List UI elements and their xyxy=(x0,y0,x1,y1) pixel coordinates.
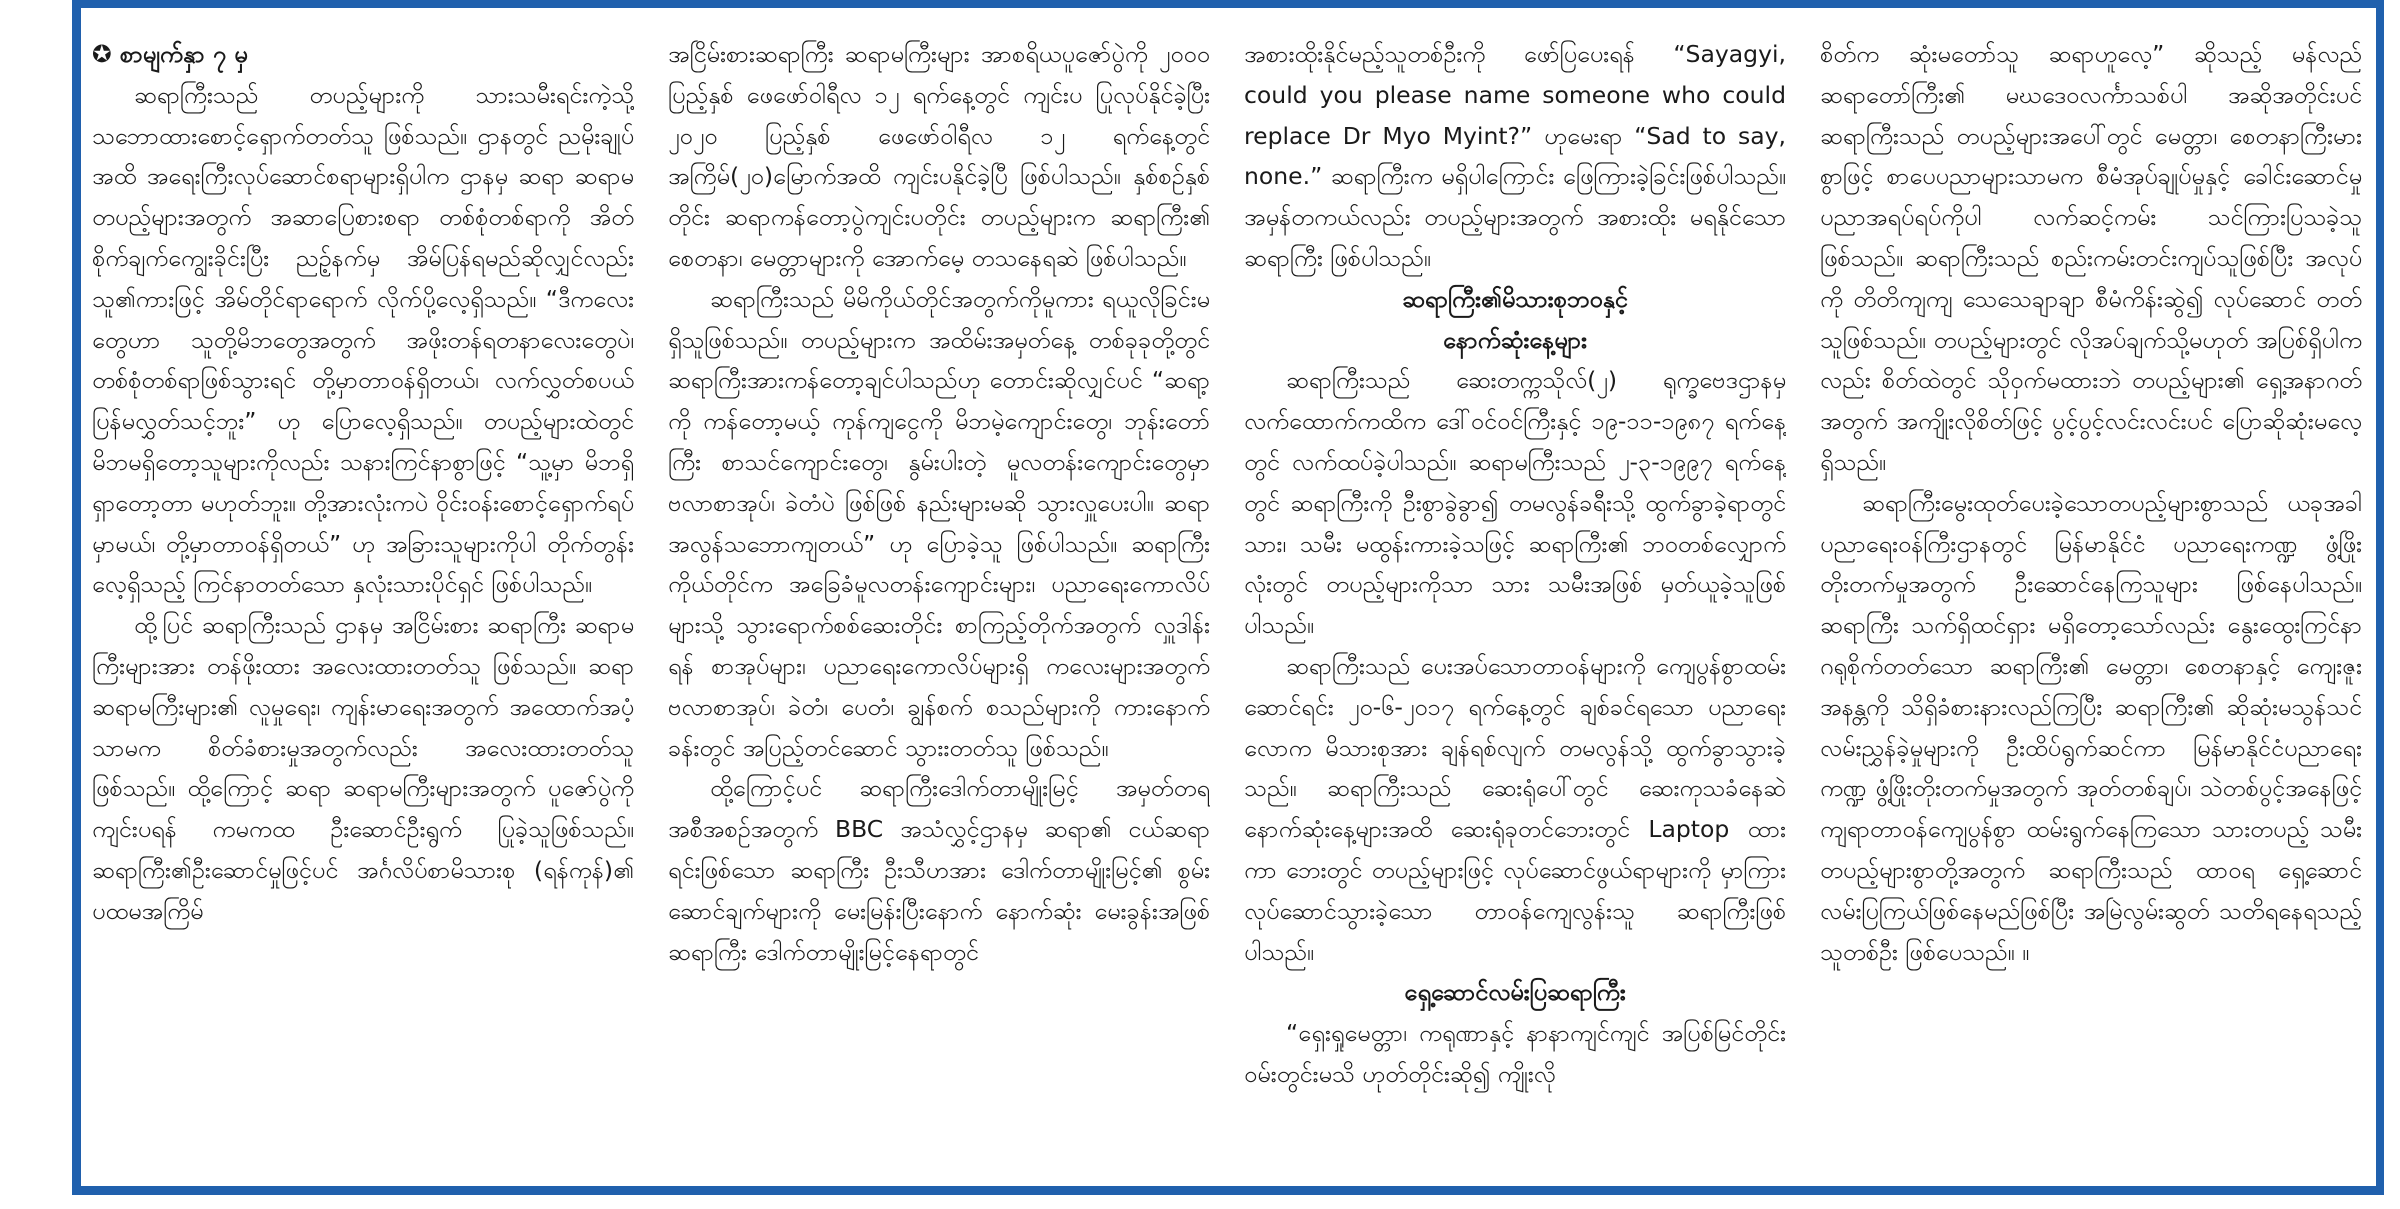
article-columns xyxy=(92,34,2362,1174)
section-heading-family xyxy=(1244,279,1786,361)
paragraph: ထို့ကြောင့်ပင် ဆရာကြီးဒေါက်တာမျိုးမြင့် အမှတ်တရ အစီအစဉ်အတွက် BBC အသံလွှင့်ဌာနမှ ဆရာ၏ ငယ်ဆရာ ရင်းဖြစ်သော ဆရာကြီး ဦးသီဟအား ဒေါက်တာမျိုးမြင့်၏ စွမ်းဆောင်ချက်များကို မေးမြန်းပြီးနောက် နောက်ဆုံး မေးခွန်းအဖြစ် ဆရာကြီး ဒေါက်တာမျိုးမြင့်နေရာတွင် xyxy=(668,774,1210,966)
column-3 xyxy=(1244,34,1786,1174)
heading-line: နောက်ဆုံးနေ့များ xyxy=(1443,325,1587,354)
top-border-rule xyxy=(72,0,2384,8)
heading-line: ဆရာကြီး၏မိသားစုဘဝနှင့် xyxy=(1402,284,1628,313)
paragraph: ဆရာကြီးသည် ပေးအပ်သောတာဝန်များကို ကျေပွန်စွာထမ်းဆောင်ရင်း ၂၀-၆-၂၀၁၇ ရက်နေ့တွင် ချစ်ခင်ရသော ပညာရေးလောက မိသားစုအား ချန်ရစ်လျက် တမလွန်သို့ ထွက်ခွာသွားခဲ့သည်။ ဆရာကြီးသည် ဆေးရုံပေါ်တွင် ဆေးကုသခံနေဆဲ နောက်ဆုံးနေ့များအထိ ဆေးရုံခုတင်ဘေးတွင် Laptop ထားကာ ဘေးတွင် တပည့်များဖြင့် လုပ်ဆောင်ဖွယ်ရာများကို မှာကြားလုပ်ဆောင်သွားခဲ့သော တာဝန်ကျေလွန်းသူ ဆရာကြီးဖြစ်ပါသည်။ xyxy=(1244,651,1786,966)
paragraph: “ရှေးရှုမေတ္တာ၊ ကရုဏာနှင့် နာနာကျင်ကျင် အပြစ်မြင်တိုင်း ဝမ်းတွင်းမသိ ဟုတ်တိုင်းဆို၍ ကျိုးလို xyxy=(1244,1019,1786,1088)
paragraph: အစားထိုးနိုင်မည့်သူတစ်ဦးကို ဖော်ပြပေးရန် “Sayagyi, could you please name someone who could replace Dr Myo Myint?” ဟုမေးရာ “Sad to say, none.” ဆရာကြီးက မရှိပါကြောင်း ဖြေကြားခဲ့ခြင်းဖြစ်ပါသည်။ အမှန်တကယ်လည်း တပည့်များအတွက် အစားထိုး မရနိုင်သော ဆရာကြီး ဖြစ်ပါသည်။ xyxy=(1244,40,1786,272)
paragraph: ဆရာကြီးမွေးထုတ်ပေးခဲ့သောတပည့်များစွာသည် ယခုအခါ ပညာရေးဝန်ကြီးဌာနတွင် မြန်မာနိုင်ငံ ပညာရေးကဏ္ဍ ဖွံ့ဖြိုးတိုးတက်မှုအတွက် ဦးဆောင်နေကြသူများ ဖြစ်နေပါသည်။ ဆရာကြီး သက်ရှိထင်ရှား မရှိတော့သော်လည်း နွေးထွေးကြင်နာ ဂရုစိုက်တတ်သော ဆရာကြီး၏ မေတ္တာ၊ စေတနာနှင့် ကျေးဇူးအနန္တကို သိရှိခံစားနားလည်ကြပြီး ဆရာကြီး၏ ဆိုဆုံးမသွန်သင်လမ်းညွှန်ခဲ့မှုများကို ဦးထိပ်ရွက်ဆင်ကာ မြန်မာနိုင်ငံပညာရေးကဏ္ဍ ဖွံ့ဖြိုးတိုးတက်မှုအတွက် အုတ်တစ်ချပ်၊ သဲတစ်ပွင့်အနေဖြင့် ကျရာတာဝန်ကျေပွန်စွာ ထမ်းရွက်နေကြသော သားတပည့် သမီးတပည့်များစွာတို့အတွက် ဆရာကြီးသည် ထာဝရ ရှေ့ဆောင် လမ်းပြကြယ်ဖြစ်နေမည်ဖြစ်ပြီး အမြဲလွမ်းဆွတ် သတိရနေရသည့် သူတစ်ဦး ဖြစ်ပေသည်။ ။ xyxy=(1820,488,2362,966)
paragraph: ဆရာကြီးသည် ဆေးတက္ကသိုလ်(၂) ရုက္ခဗေဒဌာနမှ လက်ထောက်ကထိက ဒေါ်ဝင်ဝင်ကြီးနှင့် ၁၉-၁၁-၁၉၈၇ ရက်နေ့တွင် လက်ထပ်ခဲ့ပါသည်။ ဆရာမကြီးသည် ၂-၃-၁၉၉၇ ရက်နေ့တွင် ဆရာကြီးကို ဦးစွာခွဲခွာ၍ တမလွန်ခရီးသို့ ထွက်ခွာခဲ့ရာတွင် သား၊ သမီး မထွန်းကားခဲ့သဖြင့် ဆရာကြီး၏ ဘဝတစ်လျှောက်လုံးတွင် တပည့်များကိုသာ သား သမီးအဖြစ် မှတ်ယူခဲ့သူဖြစ်ပါသည်။ xyxy=(1244,366,1786,640)
continued-from-kicker: ✪ စာမျက်နှာ ၇ မှ xyxy=(92,40,248,68)
column-1 xyxy=(92,34,634,1174)
paragraph: အငြိမ်းစားဆရာကြီး ဆရာမကြီးများ အာစရိယပူဇော်ပွဲကို ၂၀၀၀ ပြည့်နှစ် ဖေဖော်ဝါရီလ ၁၂ ရက်နေ့တွင် ကျင်းပ ပြုလုပ်နိုင်ခဲ့ပြီး ၂၀၂၀ ပြည့်နှစ် ဖေဖော်ဝါရီလ ၁၂ ရက်နေ့တွင် အကြိမ်(၂၀)မြောက်အထိ ကျင်းပနိုင်ခဲ့ပြီ ဖြစ်ပါသည်။ နှစ်စဉ်နှစ်တိုင်း ဆရာကန်တော့ပွဲကျင်းပတိုင်း တပည့်များက ဆရာကြီး၏ စေတနာ၊ မေတ္တာများကို အောက်မေ့ တသနေရဆဲ ဖြစ်ပါသည်။ xyxy=(668,40,1210,272)
column-2 xyxy=(668,34,1210,1174)
paragraph: ဆရာကြီးသည် တပည့်များကို သားသမီးရင်းကဲ့သို့ သဘောထားစောင့်ရှောက်တတ်သူ ဖြစ်သည်။ ဌာနတွင် ညမိုးချုပ်အထိ အရေးကြီးလုပ်ဆောင်စရာများရှိပါက ဌာနမှ ဆရာ ဆရာမ တပည့်များအတွက် အဆာပြေစားစရာ တစ်စုံတစ်ရာကို အိတ်စိုက်ချက်ကျွေးခိုင်းပြီး ညဉ့်နက်မှ အိမ်ပြန်ရမည်ဆိုလျှင်လည်း သူ၏ကားဖြင့် အိမ်တိုင်ရာရောက် လိုက်ပို့လေ့ရှိသည်။ “ဒီကလေးတွေဟာ သူတို့မိဘတွေအတွက် အဖိုးတန်ရတနာလေးတွေပဲ၊ တစ်စုံတစ်ရာဖြစ်သွားရင် တို့မှာတာဝန်ရှိတယ်၊ လက်လွှတ်စပယ် ပြန်မလွှတ်သင့်ဘူး” ဟု ပြောလေ့ရှိသည်။ တပည့်များထဲတွင် မိဘမရှိတော့သူများကိုလည်း သနားကြင်နာစွာဖြင့် “သူ့မှာ မိဘရှိရှာတော့တာ မဟုတ်ဘူး။ တို့အားလုံးကပဲ ဝိုင်းဝန်းစောင့်ရှောက်ရပ်မှာမယ်၊ တို့မှာတာဝန်ရှိတယ်” ဟု အခြားသူများကိုပါ တိုက်တွန်းလေ့ရှိသည့် ကြင်နာတတ်သော နှလုံးသားပိုင်ရှင် ဖြစ်ပါသည်။ xyxy=(92,80,634,599)
column-4 xyxy=(1820,34,2362,1174)
section-heading-guide: ရှေ့ဆောင်လမ်းပြဆရာကြီး xyxy=(1404,978,1626,1007)
paragraph: ဆရာကြီးသည် မိမိကိုယ်တိုင်အတွက်ကိုမူကား ရယူလိုခြင်းမရှိသူဖြစ်သည်။ တပည့်များက အထိမ်းအမှတ်နေ့ တစ်ခုခုတို့တွင် ဆရာကြီးအားကန်တော့ချင်ပါသည်ဟု တောင်းဆိုလျှင်ပင် “ဆရာ့ကို ကန်တော့မယ့် ကုန်ကျငွေကို မိဘမဲ့ကျောင်းတွေ၊ ဘုန်းတော်ကြီး စာသင်ကျောင်းတွေ၊ နွမ်းပါးတဲ့ မူလတန်းကျောင်းတွေမှာ ဗလာစာအုပ်၊ ခဲတံပဲ ဖြစ်ဖြစ် နည်းများမဆို သွားလှူပေးပါ။ ဆရာ အလွန်သဘောကျတယ်” ဟု ပြောခဲ့သူ ဖြစ်ပါသည်။ ဆရာကြီး ကိုယ်တိုင်က အခြေခံမူလတန်းကျောင်းများ၊ ပညာရေးကောလိပ်များသို့ သွားရောက်စစ်ဆေးတိုင်း စာကြည့်တိုက်အတွက် လှူဒါန်းရန် စာအုပ်များ၊ ပညာရေးကောလိပ်များရှိ ကလေးများအတွက် ဗလာစာအုပ်၊ ခဲတံ၊ ပေတံ၊ ချွန်စက် စသည်များကို ကားနောက်ခန်းတွင် အပြည့်တင်ဆောင် သွားးတတ်သူ ဖြစ်သည်။ xyxy=(668,284,1210,762)
paragraph: ထို့ပြင် ဆရာကြီးသည် ဌာနမှ အငြိမ်းစား ဆရာကြီး ဆရာမကြီးများအား တန်ဖိုးထား အလေးထားတတ်သူ ဖြစ်သည်။ ဆရာ ဆရာမကြီးများ၏ လူမှုရေး၊ ကျန်းမာရေးအတွက် အထောက်အပံ့သာမက စိတ်ခံစားမှုအတွက်လည်း အလေးထားတတ်သူဖြစ်သည်။ ထို့ကြောင့် ဆရာ ဆရာမကြီးများအတွက် ပူဇော်ပွဲကို ကျင်းပရန် ကမကထ ဦးဆောင်ဦးရွက် ပြုခဲ့သူဖြစ်သည်။ ဆရာကြီး၏ဦးဆောင်မှုဖြင့်ပင် အင်္ဂလိပ်စာမိသားစု (ရန်ကုန်)၏ ပထမအကြိမ် xyxy=(92,611,634,925)
paragraph: စိတ်က ဆုံးမတော်သူ ဆရာဟူလေ့” ဆိုသည့် မန်လည် ဆရာတော်ကြီး၏ မဃဒေဝလင်္ကာသစ်ပါ အဆိုအတိုင်းပင် ဆရာကြီးသည် တပည့်များအပေါ်တွင် မေတ္တာ၊ စေတနာကြီးမားစွာဖြင့် စာပေပညာများသာမက စီမံအုပ်ချုပ်မှုနှင့် ခေါင်းဆောင်မှု ပညာအရပ်ရပ်ကိုပါ လက်ဆင့်ကမ်း သင်ကြားပြသခဲ့သူ ဖြစ်သည်။ ဆရာကြီးသည် စည်းကမ်းတင်းကျပ်သူဖြစ်ပြီး အလုပ်ကို တိတိကျကျ သေသေချာချာ စီမံကိန်းဆွဲ၍ လုပ်ဆောင် တတ်သူဖြစ်သည်။ တပည့်များတွင် လိုအပ်ချက်သို့မဟုတ် အပြစ်ရှိပါကလည်း စိတ်ထဲတွင် သိုဝှက်မထားဘဲ တပည့်များ၏ ရှေ့အနာဂတ်အတွက် အကျိုးလိုစိတ်ဖြင့် ပွင့်ပွင့်လင်းလင်းပင် ပြောဆိုဆုံးမလေ့ရှိသည်။ xyxy=(1820,40,2362,476)
